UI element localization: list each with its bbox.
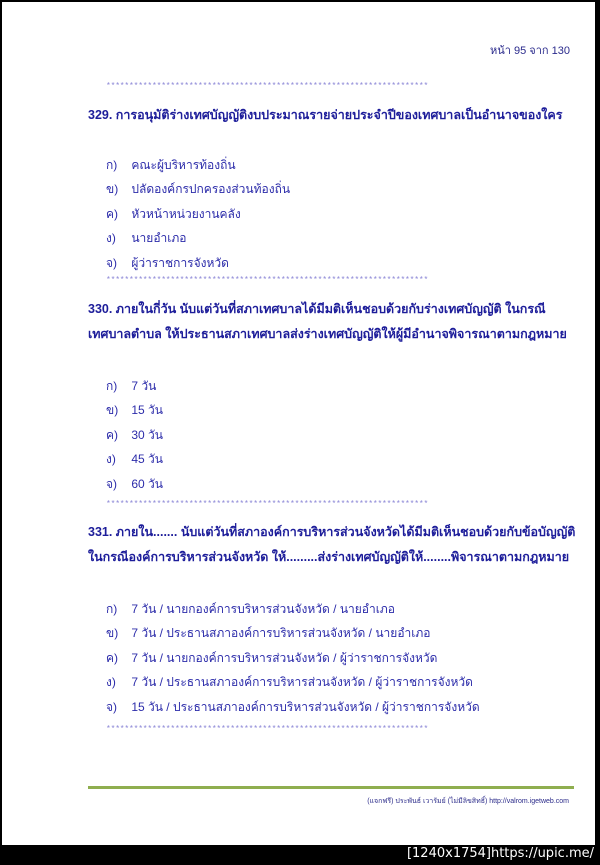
choice: ง) 45 วัน [106, 452, 163, 467]
separator: ********************************************************************** [106, 500, 429, 509]
image-host-watermark: [1240x1754]https://upic.me/ [406, 846, 594, 861]
choice: จ) 15 วัน / ประธานสภาองค์การบริหารส่วนจังหวัด / ผู้ว่าราชการจังหวัด [106, 699, 480, 714]
choice: ค) หัวหน้าหน่วยงานคลัง [106, 206, 241, 221]
choice: ง) 7 วัน / ประธานสภาองค์การบริหารส่วนจังหวัด / ผู้ว่าราชการจังหวัด [106, 675, 473, 690]
choice: จ) ผู้ว่าราชการจังหวัด [106, 255, 229, 270]
separator: ********************************************************************** [106, 725, 429, 734]
choices-331 [106, 597, 480, 719]
choice: ค) 7 วัน / นายกองค์การบริหารส่วนจังหวัด / ผู้ว่าราชการจังหวัด [106, 650, 438, 665]
question-329: 329. การอนุมัติร่างเทศบัญญัติงบประมาณรายจ่ายประจำปีของเทศบาลเป็นอำนาจของใคร [88, 108, 563, 122]
choices-330 [106, 374, 163, 496]
choice: ค) 30 วัน [106, 427, 163, 442]
choice: จ) 60 วัน [106, 476, 163, 491]
separator: ********************************************************************** [106, 276, 429, 285]
choices-329 [106, 153, 290, 275]
choice: ข) 15 วัน [106, 403, 163, 418]
footer-divider [88, 786, 574, 789]
choice: ก) 7 วัน / นายกองค์การบริหารส่วนจังหวัด / นายอำเภอ [106, 602, 395, 616]
document-page [2, 2, 595, 845]
footer-credit: (แจกฟรี) ประพันธ์ เวารัมย์ (ไม่มีลิขสิทธิ์) http://valrom.igetweb.com [367, 798, 569, 805]
separator: ********************************************************************** [106, 82, 429, 91]
question-330: 330. ภายในกี่วัน นับแต่วันที่สภาเทศบาลได้มีมติเห็นชอบด้วยกับร่างเทศบัญญัติ ในกรณีเทศบาลตำบล ให้ประธานสภาเทศบาลส่งร่างเทศบัญญัติให้ผู้มีอำนาจพิจารณาตามกฎหมาย [88, 302, 567, 341]
choice: ข) 7 วัน / ประธานสภาองค์การบริหารส่วนจังหวัด / นายอำเภอ [106, 626, 431, 641]
page-number: หน้า 95 จาก 130 [490, 45, 570, 57]
choice: ง) นายอำเภอ [106, 231, 187, 246]
choice: ก) 7 วัน [106, 379, 157, 393]
choice: ข) ปลัดองค์กรปกครองส่วนท้องถิ่น [106, 182, 291, 197]
question-331: 331. ภายใน....... นับแต่วันที่สภาองค์การบริหารส่วนจังหวัดได้มีมติเห็นชอบด้วยกับข้อบัญญัติในกรณีองค์การบริหารส่วนจังหวัด ให้.........ส่งร่างเทศบัญญัติให้........พิจารณาตามกฎหมาย [88, 525, 576, 564]
choice: ก) คณะผู้บริหารท้องถิ่น [106, 158, 236, 172]
